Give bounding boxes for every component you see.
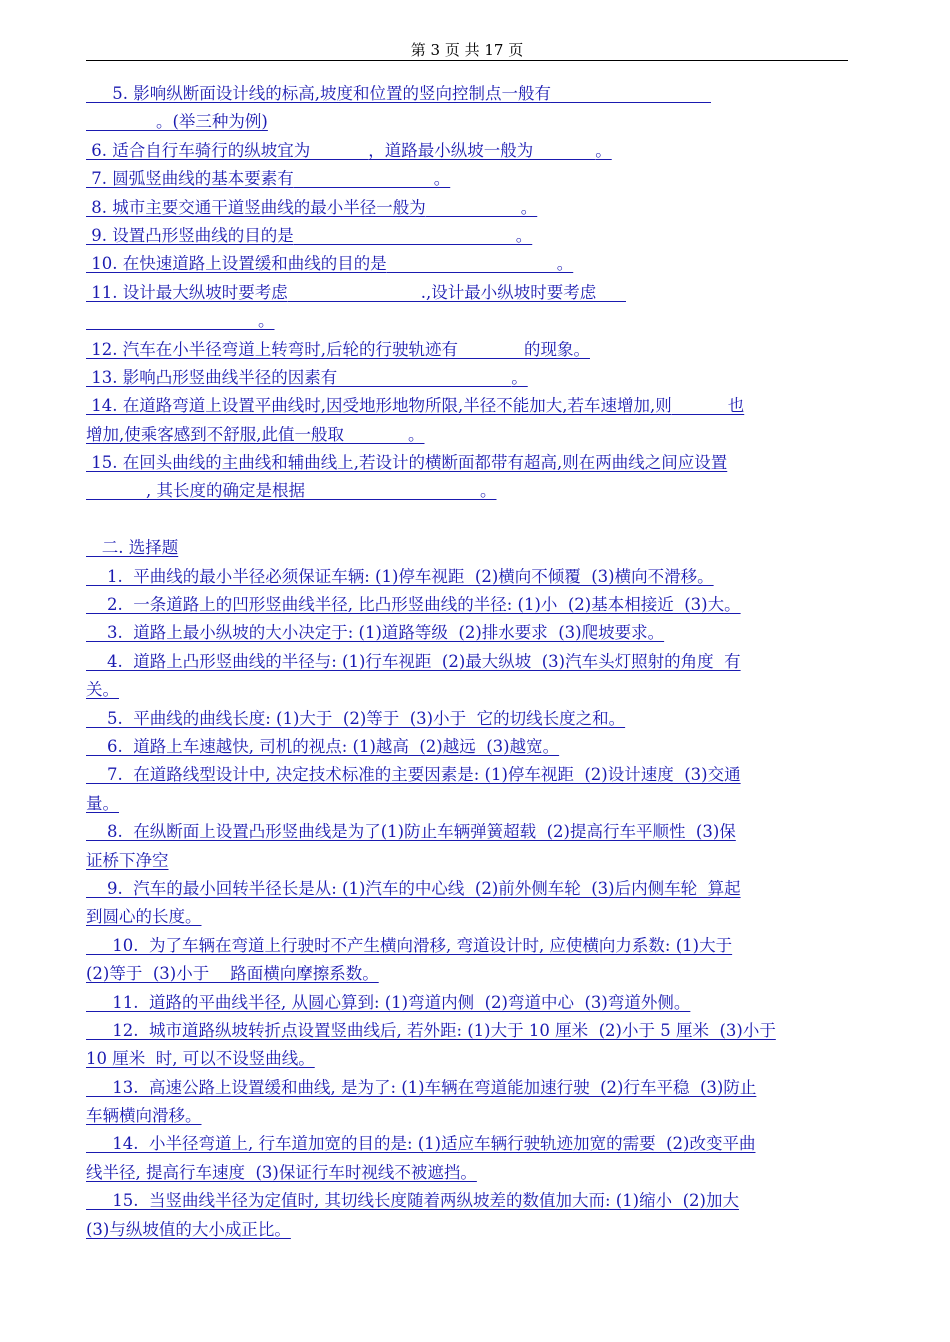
choice-line: 9. 汽车的最小回转半径长是从: (1)汽车的中心线 (2)前外侧车轮 (3)后内侧车轮 算起 xyxy=(86,878,741,898)
answer-blank xyxy=(458,338,524,359)
choice-line: 3. 道路上最小纵坡的大小决定于: (1)道路等级 (2)排水要求 (3)爬坡要求。 xyxy=(86,623,665,643)
choice-line: 5. 平曲线的曲线长度: (1)大于 (2)等于 (3)小于 它的切线长度之和。 xyxy=(86,708,626,728)
question-14-line-2: 增加,使乘客感到不舒服,此值一般取 。 xyxy=(86,424,425,444)
question-13: 13. 影响凸形竖曲线半径的因素有 。 xyxy=(86,367,528,387)
answer-blank xyxy=(387,252,557,273)
answer-blank xyxy=(86,479,146,500)
question-14-line-1: 14. 在道路弯道上设置平曲线时,因受地形地物所限,半径不能加大,若车速增加,则 也 xyxy=(86,396,745,416)
section-spacer xyxy=(86,506,848,534)
choice-line: 14. 小半径弯道上, 行车道加宽的目的是: (1)适应车辆行驶轨迹加宽的需要 (2)改变平曲 xyxy=(86,1134,756,1154)
question-5-line-1: 5. 影响纵断面设计线的标高,坡度和位置的竖向控制点一般有 xyxy=(86,80,848,108)
choice-line: 11. 道路的平曲线半径, 从圆心算到: (1)弯道内侧 (2)弯道中心 (3)弯道外侧。 xyxy=(86,992,691,1012)
answer-blank xyxy=(294,167,434,188)
answer-blank xyxy=(310,139,368,160)
section-title-choice: 二. 选择题 xyxy=(86,538,179,558)
choice-line: 13. 高速公路上设置缓和曲线, 是为了: (1)车辆在弯道能加速行驶 (2)行车平稳 (3)防止 xyxy=(86,1077,757,1097)
choice-line: (2)等于 (3)小于 路面横向摩擦系数。 xyxy=(86,964,379,984)
answer-blank xyxy=(672,394,728,415)
question-15-line-2: , 其长度的确定是根据 。 xyxy=(86,477,848,505)
choice-line: 1. 平曲线的最小半径必须保证车辆: (1)停车视距 (2)横向不倾覆 (3)横向不滑移。 xyxy=(86,566,714,586)
answer-blank xyxy=(294,224,516,245)
question-7: 7. 圆弧竖曲线的基本要素有 。 xyxy=(86,169,451,189)
answer-blank xyxy=(86,110,156,131)
question-5-line-2: 。(举三种为例) xyxy=(86,108,848,136)
choice-line: (3)与纵坡值的大小成正比。 xyxy=(86,1219,291,1239)
choice-line: 车辆横向滑移。 xyxy=(86,1106,202,1126)
question-12: 12. 汽车在小半径弯道上转弯时,后轮的行驶轨迹有 的现象。 xyxy=(86,339,590,359)
answer-blank xyxy=(533,139,595,160)
choice-line: 10 厘米 时, 可以不设竖曲线。 xyxy=(86,1049,315,1069)
choice-line: 量。 xyxy=(86,793,119,813)
answer-blank xyxy=(596,281,626,302)
answer-blank xyxy=(551,82,711,103)
answer-blank xyxy=(426,196,521,217)
answer-blank xyxy=(288,281,421,302)
question-6: 6. 适合自行车骑行的纵坡宜为 ，道路最小纵坡一般为 。 xyxy=(86,140,612,160)
choice-questions xyxy=(86,563,848,1244)
answer-blank xyxy=(86,309,258,330)
answer-blank xyxy=(337,366,511,387)
question-11-line-2: 。 xyxy=(86,307,848,335)
choice-line: 4. 道路上凸形竖曲线的半径与: (1)行车视距 (2)最大纵坡 (3)汽车头灯照射的角度 有 xyxy=(86,651,741,671)
choice-line: 到圆心的长度。 xyxy=(86,907,202,927)
answer-blank xyxy=(305,479,480,500)
choice-line: 6. 道路上车速越快, 司机的视点: (1)越高 (2)越远 (3)越宽。 xyxy=(86,736,560,756)
choice-line: 15. 当竖曲线半径为定值时, 其切线长度随着两纵坡差的数值加大而: (1)缩小 (2)加大 xyxy=(86,1191,739,1211)
choice-line: 7. 在道路线型设计中, 决定技术标准的主要因素是: (1)停车视距 (2)设计速度 (3)交通 xyxy=(86,765,741,785)
choice-line: 10. 为了车辆在弯道上行驶时不产生横向滑移, 弯道设计时, 应使横向力系数: (1)大于 xyxy=(86,935,733,955)
answer-blank xyxy=(344,423,408,444)
question-10: 10. 在快速道路上设置缓和曲线的目的是 。 xyxy=(86,254,574,274)
question-15-line-1: 15. 在回头曲线的主曲线和辅曲线上,若设计的横断面都带有超高,则在两曲线之间应设置 xyxy=(86,453,728,473)
question-11-line-1: 11. 设计最大纵坡时要考虑 .,设计最小纵坡时要考虑 xyxy=(86,279,848,307)
question-9: 9. 设置凸形竖曲线的目的是 。 xyxy=(86,225,533,245)
header-rule xyxy=(86,60,848,61)
choice-line: 线半径, 提高行车速度 (3)保证行车时视线不被遮挡。 xyxy=(86,1162,477,1182)
choice-line: 8. 在纵断面上设置凸形竖曲线是为了(1)防止车辆弹簧超载 (2)提高行车平顺性 (3)保 xyxy=(86,822,736,842)
choice-line: 关。 xyxy=(86,680,119,700)
choice-line: 12. 城市道路纵坡转折点设置竖曲线后, 若外距: (1)大于 10 厘米 (2)小于 5 厘米 (3)小于 xyxy=(86,1020,776,1040)
choice-line: 证桥下净空 xyxy=(86,850,169,870)
document-body xyxy=(86,80,848,1244)
choice-line: 2. 一条道路上的凹形竖曲线半径, 比凸形竖曲线的半径: (1)小 (2)基本相接近 (3)大。 xyxy=(86,595,741,615)
page-header: 第 3 页 共 17 页 xyxy=(410,41,524,59)
question-8: 8. 城市主要交通干道竖曲线的最小半径一般为 。 xyxy=(86,197,538,217)
